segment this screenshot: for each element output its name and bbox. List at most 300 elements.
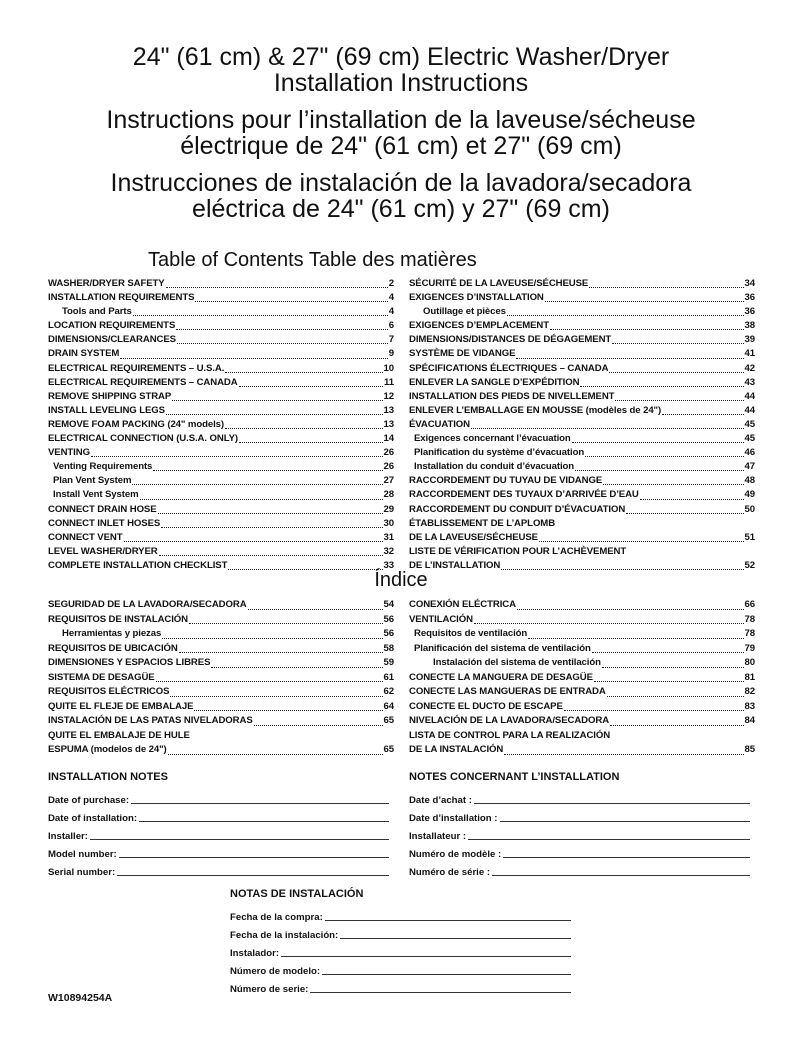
toc-entry[interactable] <box>409 362 755 376</box>
dot-leader <box>211 667 382 668</box>
dot-leader <box>545 301 744 302</box>
toc-entry-title: EXIGENCES D’EMPLACEMENT <box>409 320 550 332</box>
note-field-blank-line[interactable] <box>500 821 751 822</box>
dot-leader <box>124 541 383 542</box>
note-field-label: Número de modelo: <box>230 966 321 977</box>
toc-entry[interactable] <box>409 598 755 613</box>
toc-entry-title: LISTA DE CONTROL PARA LA REALIZACIÓN <box>409 729 611 741</box>
installation-notes-english <box>48 788 389 878</box>
note-field <box>230 959 571 977</box>
toc-entry-title: QUITE EL EMBALAJE DE HULE <box>48 729 190 741</box>
note-field <box>409 824 750 842</box>
toc-entry[interactable] <box>48 488 394 502</box>
toc-entry-title: Requisitos de ventilación <box>414 628 528 639</box>
toc-entry-title: INSTALACIÓN DE LAS PATAS NIVELADORAS <box>48 715 253 726</box>
dot-leader <box>640 499 744 500</box>
dot-leader <box>161 527 382 528</box>
toc-entry[interactable] <box>409 432 755 446</box>
toc-entry-title: Exigences concernant l’évacuation <box>414 433 571 445</box>
toc-entry-title: VENTING <box>48 447 90 459</box>
note-field-blank-line[interactable] <box>119 857 389 858</box>
dot-leader <box>507 315 744 316</box>
note-field-blank-line[interactable] <box>310 992 571 993</box>
toc-entry-page: 34 <box>744 278 755 289</box>
title-french: Instructions pour l’installation de la laveuse/sécheuse électrique de 24" (61 cm) et 27" (69 cm) <box>106 106 696 160</box>
dot-leader <box>615 400 743 401</box>
note-field <box>48 842 389 860</box>
toc-entry-page: 64 <box>383 700 394 712</box>
toc-entry-title: CONNECT INLET HOSES <box>48 517 161 529</box>
dot-leader <box>168 754 383 755</box>
toc-entry-page: 31 <box>383 531 394 543</box>
toc-entry[interactable] <box>409 418 755 432</box>
toc-entry-page: 49 <box>744 489 755 501</box>
note-field-label: Numéro de modèle : <box>409 849 502 860</box>
toc-entry-page: 36 <box>744 306 755 318</box>
toc-entry-page: 11 <box>384 376 394 388</box>
toc-entry-page: 12 <box>383 390 394 402</box>
toc-entry-title: ÉVACUATION <box>409 418 471 430</box>
dot-leader <box>609 372 743 373</box>
toc-entry-title: INSTALLATION REQUIREMENTS <box>48 292 195 304</box>
toc-entry-title: DIMENSIONS/CLEARANCES <box>48 334 176 346</box>
toc-entry-title: SPÉCIFICATIONS ÉLECTRIQUES – CANADA <box>409 362 609 374</box>
dot-leader <box>239 386 383 387</box>
dot-leader <box>194 710 382 711</box>
note-field-blank-line[interactable] <box>492 875 750 876</box>
toc-entry-page: 47 <box>744 461 755 473</box>
dot-leader <box>662 414 743 415</box>
toc-entry-title: SYSTÈME DE VIDANGE <box>409 348 516 360</box>
toc-entry-page: 6 <box>388 320 394 332</box>
toc-entry[interactable] <box>48 531 394 545</box>
dot-leader <box>179 652 383 653</box>
toc-entry-title: ENLEVER L’EMBALLAGE EN MOUSSE (modèles de 24") <box>409 404 662 416</box>
installation-notes-spanish <box>230 905 571 995</box>
dot-leader <box>585 456 743 457</box>
note-field-blank-line[interactable] <box>468 839 750 840</box>
note-field-blank-line[interactable] <box>90 839 389 840</box>
toc-entry-page: 9 <box>388 348 394 360</box>
toc-entry-page: 45 <box>744 418 755 430</box>
toc-entry[interactable] <box>409 627 755 642</box>
toc-entry-page: 44 <box>744 404 755 416</box>
toc-entry-title: RACCORDEMENT DU TUYAU DE VIDANGE <box>409 475 603 487</box>
toc-entry-title: SÉCURITÉ DE LA LAVEUSE/SÉCHEUSE <box>409 278 589 289</box>
note-field-label: Fecha de la instalación: <box>230 930 339 941</box>
toc-french <box>409 277 755 573</box>
dot-leader <box>550 329 743 330</box>
note-field-label: Número de serie: <box>230 984 309 995</box>
toc-entry-page: 33 <box>383 559 394 571</box>
toc-entry-page: 13 <box>383 418 394 430</box>
dot-leader <box>580 386 743 387</box>
dot-leader <box>176 329 388 330</box>
toc-entry-page: 13 <box>383 404 394 416</box>
dot-leader <box>133 315 388 316</box>
dot-leader <box>239 442 383 443</box>
toc-entry[interactable] <box>48 362 394 376</box>
note-field <box>48 788 389 806</box>
toc-entry-title: COMPLETE INSTALLATION CHECKLIST <box>48 559 228 571</box>
toc-entry-title: REQUISITOS DE INSTALACIÓN <box>48 613 188 625</box>
toc-entry[interactable] <box>48 432 394 446</box>
toc-heading: Table of Contents Table des matières <box>148 249 477 271</box>
toc-entry-title: CONECTE LA MANGUERA DE DESAGÜE <box>409 671 593 683</box>
dot-leader <box>603 484 743 485</box>
toc-entry[interactable] <box>48 404 394 418</box>
toc-entry[interactable] <box>48 446 394 460</box>
toc-entry-title: Plan Vent System <box>53 475 132 487</box>
dot-leader <box>504 754 743 755</box>
dot-leader <box>177 343 388 344</box>
toc-entry[interactable] <box>409 277 755 291</box>
toc-entry-title: SISTEMA DE DESAGÜE <box>48 671 155 683</box>
toc-entry[interactable] <box>48 517 394 531</box>
dot-leader <box>91 456 383 457</box>
dot-leader <box>140 499 383 500</box>
toc-entry[interactable] <box>48 305 394 319</box>
toc-entry-page: 39 <box>744 334 755 346</box>
dot-leader <box>517 609 744 610</box>
toc-entry[interactable] <box>409 656 755 671</box>
toc-entry-title: EXIGENCES D’INSTALLATION <box>409 292 544 304</box>
installation-notes-heading: INSTALLATION NOTES <box>48 771 168 783</box>
toc-entry-title: CONNECT VENT <box>48 531 123 543</box>
toc-entry-page: 2 <box>388 278 394 289</box>
toc-entry-page: 78 <box>744 628 755 639</box>
dot-leader <box>594 681 744 682</box>
note-field-label: Numéro de série : <box>409 867 491 878</box>
note-field-label: Model number: <box>48 849 117 860</box>
dot-leader <box>607 696 744 697</box>
toc-entry-title: Outillage et pièces <box>423 306 506 318</box>
toc-entry[interactable] <box>409 613 755 628</box>
document-code: W10894254A <box>48 992 113 1004</box>
toc-entry[interactable] <box>409 404 755 418</box>
toc-entry-page: 45 <box>744 433 755 445</box>
toc-entry[interactable] <box>409 714 755 729</box>
note-field <box>230 923 571 941</box>
toc-entry-title: SEGURIDAD DE LA LAVADORA/SECADORA <box>48 599 247 610</box>
toc-entry[interactable] <box>48 474 394 488</box>
toc-entry-page: 56 <box>383 613 394 625</box>
note-field <box>409 842 750 860</box>
dot-leader <box>195 301 387 302</box>
toc-entry[interactable] <box>48 319 394 333</box>
toc-entry-title: Install Vent System <box>53 489 139 501</box>
note-field <box>230 977 571 995</box>
toc-entry-page: 54 <box>383 599 394 610</box>
dot-leader <box>589 287 743 288</box>
dot-leader <box>156 681 383 682</box>
dot-leader <box>153 470 382 471</box>
note-field <box>230 941 571 959</box>
toc-entry-title: DIMENSIONS/DISTANCES DE DÉGAGEMENT <box>409 334 612 346</box>
toc-entry-page: 26 <box>383 447 394 459</box>
toc-entry[interactable] <box>48 598 394 613</box>
note-field-blank-line[interactable] <box>340 938 571 939</box>
toc-entry-title: INSTALL LEVELING LEGS <box>48 404 165 416</box>
toc-entry[interactable] <box>409 291 755 305</box>
dot-leader <box>474 623 744 624</box>
toc-entry-title: REQUISITOS DE UBICACIÓN <box>48 642 178 654</box>
installation-notes-french-heading: NOTES CONCERNANT L’INSTALLATION <box>409 771 620 783</box>
toc-entry[interactable] <box>48 627 394 642</box>
toc-entry[interactable] <box>409 729 755 744</box>
toc-entry-title: ELECTRICAL REQUIREMENTS – U.S.A. <box>48 362 225 374</box>
toc-entry[interactable] <box>48 671 394 686</box>
dot-leader <box>572 442 744 443</box>
toc-entry-page: 42 <box>744 362 755 374</box>
toc-entry[interactable] <box>409 671 755 686</box>
toc-entry-title: REMOVE FOAM PACKING (24" models) <box>48 418 225 430</box>
toc-entry-page: 10 <box>383 362 394 374</box>
note-field <box>409 860 750 878</box>
toc-entry-page: 48 <box>744 475 755 487</box>
toc-entry[interactable] <box>409 545 755 559</box>
toc-entry-page: 36 <box>744 292 755 304</box>
toc-entry-title: Herramientas y piezas <box>62 628 162 639</box>
toc-entry-title: DE LA LAVEUSE/SÉCHEUSE <box>409 531 538 543</box>
note-field <box>230 905 571 923</box>
toc-entry-page: 46 <box>744 447 755 459</box>
toc-entry-title: INSTALLATION DES PIEDS DE NIVELLEMENT <box>409 390 615 402</box>
toc-entry[interactable] <box>48 642 394 657</box>
toc-spanish-right <box>409 598 755 758</box>
toc-entry[interactable] <box>409 488 755 502</box>
toc-entry-title: DE LA INSTALACIÓN <box>409 744 504 755</box>
toc-entry-title: Installation du conduit d’évacuation <box>414 461 575 473</box>
toc-entry-title: RACCORDEMENT DU CONDUIT D’ÉVACUATION <box>409 503 626 515</box>
toc-entry[interactable] <box>48 503 394 517</box>
toc-entry-page: 29 <box>383 503 394 515</box>
toc-entry-page: 4 <box>388 292 394 304</box>
dot-leader <box>172 400 382 401</box>
toc-entry-page: 28 <box>383 489 394 501</box>
toc-entry-title: Tools and Parts <box>62 306 132 318</box>
note-field-label: Fecha de la compra: <box>230 912 323 923</box>
toc-entry-page: 78 <box>744 613 755 625</box>
toc-entry[interactable] <box>409 446 755 460</box>
note-field-label: Date d’installation : <box>409 813 498 824</box>
note-field-label: Date of installation: <box>48 813 138 824</box>
toc-entry-title: CONECTE LAS MANGUERAS DE ENTRADA <box>409 686 606 697</box>
toc-entry[interactable] <box>409 390 755 404</box>
toc-entry[interactable] <box>409 531 755 545</box>
dot-leader <box>225 372 382 373</box>
toc-entry-page: 82 <box>744 686 755 697</box>
dot-leader <box>225 428 383 429</box>
toc-entry-page: 65 <box>383 744 394 755</box>
toc-entry-title: QUITE EL FLEJE DE EMBALAJE <box>48 700 194 712</box>
toc-entry-page: 66 <box>744 599 755 610</box>
toc-spanish-left <box>48 598 394 758</box>
toc-entry-page: 65 <box>383 715 394 726</box>
toc-entry[interactable] <box>409 305 755 319</box>
note-field <box>409 788 750 806</box>
toc-entry-page: 85 <box>744 744 755 755</box>
dot-leader <box>610 725 743 726</box>
toc-entry-title: LEVEL WASHER/DRYER <box>48 545 158 557</box>
toc-entry-page: 62 <box>383 686 394 697</box>
note-field <box>409 806 750 824</box>
toc-entry[interactable] <box>48 460 394 474</box>
toc-entry[interactable] <box>48 700 394 715</box>
toc-entry-page: 81 <box>744 671 755 683</box>
toc-entry-page: 50 <box>744 503 755 515</box>
dot-leader <box>248 609 383 610</box>
note-field-label: Date of purchase: <box>48 795 130 806</box>
toc-entry-title: REMOVE SHIPPING STRAP <box>48 390 172 402</box>
toc-entry[interactable] <box>409 503 755 517</box>
indice-heading: Índice <box>374 569 428 591</box>
note-field-label: Date d’achat : <box>409 795 472 806</box>
note-field <box>48 806 389 824</box>
dot-leader <box>189 623 383 624</box>
toc-entry[interactable] <box>48 714 394 729</box>
dot-leader <box>159 555 383 556</box>
note-field-blank-line[interactable] <box>117 875 389 876</box>
toc-entry-title: ESPUMA (modelos de 24") <box>48 744 167 755</box>
toc-entry-title: DIMENSIONES Y ESPACIOS LIBRES <box>48 657 211 668</box>
toc-entry-title: REQUISITOS ELÉCTRICOS <box>48 686 170 697</box>
dot-leader <box>612 343 743 344</box>
note-field-blank-line[interactable] <box>281 956 571 957</box>
toc-entry[interactable] <box>48 418 394 432</box>
toc-entry[interactable] <box>48 333 394 347</box>
toc-entry-page: 80 <box>744 657 755 668</box>
toc-entry-page: 83 <box>744 700 755 712</box>
dot-leader <box>162 638 382 639</box>
toc-entry[interactable] <box>48 656 394 671</box>
toc-entry-title: Instalación del sistema de ventilación <box>433 657 601 668</box>
toc-entry[interactable] <box>48 613 394 628</box>
toc-entry-title: LISTE DE VÉRIFICATION POUR L’ACHÈVEMENT <box>409 545 627 557</box>
toc-entry[interactable] <box>409 474 755 488</box>
toc-entry-page: 38 <box>744 320 755 332</box>
toc-entry[interactable] <box>48 277 394 291</box>
toc-entry-title: Planification du système d’évacuation <box>414 447 585 459</box>
toc-entry-title: LOCATION REQUIREMENTS <box>48 320 176 332</box>
toc-entry-title: ELECTRICAL CONNECTION (U.S.A. ONLY) <box>48 433 238 445</box>
toc-entry[interactable] <box>48 545 394 559</box>
title-english: 24" (61 cm) & 27" (69 cm) Electric Washer/Dryer Installation Instructions <box>132 43 670 97</box>
toc-entry-page: 27 <box>383 475 394 487</box>
note-field-blank-line[interactable] <box>139 821 389 822</box>
note-field-blank-line[interactable] <box>325 920 571 921</box>
toc-english <box>48 277 394 573</box>
toc-entry[interactable] <box>48 685 394 700</box>
toc-entry-page: 43 <box>744 376 755 388</box>
toc-entry[interactable] <box>409 333 755 347</box>
dot-leader <box>575 470 743 471</box>
toc-entry[interactable] <box>48 347 394 361</box>
toc-entry-page: 84 <box>744 715 755 726</box>
toc-entry[interactable] <box>48 376 394 390</box>
installation-notes-french <box>409 788 750 878</box>
toc-entry-page: 52 <box>744 559 755 571</box>
toc-entry-page: 51 <box>744 531 755 543</box>
toc-entry-page: 44 <box>744 390 755 402</box>
toc-entry-page: 26 <box>383 461 394 473</box>
dot-leader <box>170 696 382 697</box>
installation-notes-spanish-heading: NOTAS DE INSTALACIÓN <box>230 888 364 900</box>
toc-entry[interactable] <box>48 743 394 758</box>
toc-entry-title: WASHER/DRYER SAFETY <box>48 278 165 289</box>
dot-leader <box>539 541 744 542</box>
toc-entry-page: 4 <box>388 306 394 318</box>
toc-entry-title: DRAIN SYSTEM <box>48 348 120 360</box>
toc-entry-page: 14 <box>383 433 394 445</box>
toc-entry[interactable] <box>409 460 755 474</box>
dot-leader <box>166 414 383 415</box>
toc-entry-page: 56 <box>383 628 394 639</box>
toc-entry-page: 59 <box>383 657 394 668</box>
toc-entry[interactable] <box>409 642 755 657</box>
note-field-label: Installer: <box>48 831 88 842</box>
note-field-blank-line[interactable] <box>474 803 750 804</box>
toc-entry-title: VENTILACIÓN <box>409 613 473 625</box>
toc-entry[interactable] <box>48 729 394 744</box>
toc-entry-title: Venting Requirements <box>53 461 153 473</box>
note-field-label: Instalador: <box>230 948 280 959</box>
toc-entry[interactable] <box>409 700 755 715</box>
toc-entry[interactable] <box>409 685 755 700</box>
toc-entry-title: NIVELACIÓN DE LA LAVADORA/SECADORA <box>409 715 610 726</box>
dot-leader <box>132 484 382 485</box>
toc-entry-page: 41 <box>744 348 755 360</box>
toc-entry-title: ENLEVER LA SANGLE D’EXPÉDITION <box>409 376 580 388</box>
dot-leader <box>254 725 383 726</box>
toc-entry[interactable] <box>409 319 755 333</box>
toc-entry[interactable] <box>48 390 394 404</box>
dot-leader <box>602 667 744 668</box>
note-field-blank-line[interactable] <box>503 857 750 858</box>
toc-entry-page: 32 <box>383 545 394 557</box>
toc-entry-page: 79 <box>744 642 755 654</box>
note-field-blank-line[interactable] <box>131 803 389 804</box>
note-field-label: Serial number: <box>48 867 116 878</box>
toc-entry[interactable] <box>409 517 755 531</box>
dot-leader <box>528 638 743 639</box>
toc-entry[interactable] <box>48 291 394 305</box>
toc-entry-title: ÉTABLISSEMENT DE L’APLOMB <box>409 517 556 529</box>
toc-entry[interactable] <box>409 743 755 758</box>
toc-entry-title: Planificación del sistema de ventilación <box>414 642 591 654</box>
toc-entry-title: DE L’INSTALLATION <box>409 559 501 571</box>
dot-leader <box>471 428 744 429</box>
toc-entry-title: CONEXIÓN ELÉCTRICA <box>409 599 516 610</box>
note-field-blank-line[interactable] <box>322 974 571 975</box>
note-field <box>48 824 389 842</box>
dot-leader <box>516 358 743 359</box>
toc-entry[interactable] <box>409 347 755 361</box>
note-field-label: Installateur : <box>409 831 467 842</box>
toc-entry-page: 58 <box>383 642 394 654</box>
dot-leader <box>564 710 744 711</box>
dot-leader <box>592 652 744 653</box>
dot-leader <box>166 287 388 288</box>
dot-leader <box>158 513 383 514</box>
note-field <box>48 860 389 878</box>
dot-leader <box>626 513 743 514</box>
toc-entry[interactable] <box>409 376 755 390</box>
dot-leader <box>120 358 387 359</box>
title-spanish: Instrucciones de instalación de la lavadora/secadora eléctrica de 24" (61 cm) y 27" (69 cm) <box>110 169 692 223</box>
toc-entry-title: CONNECT DRAIN HOSE <box>48 503 157 515</box>
toc-entry-page: 61 <box>383 671 394 683</box>
